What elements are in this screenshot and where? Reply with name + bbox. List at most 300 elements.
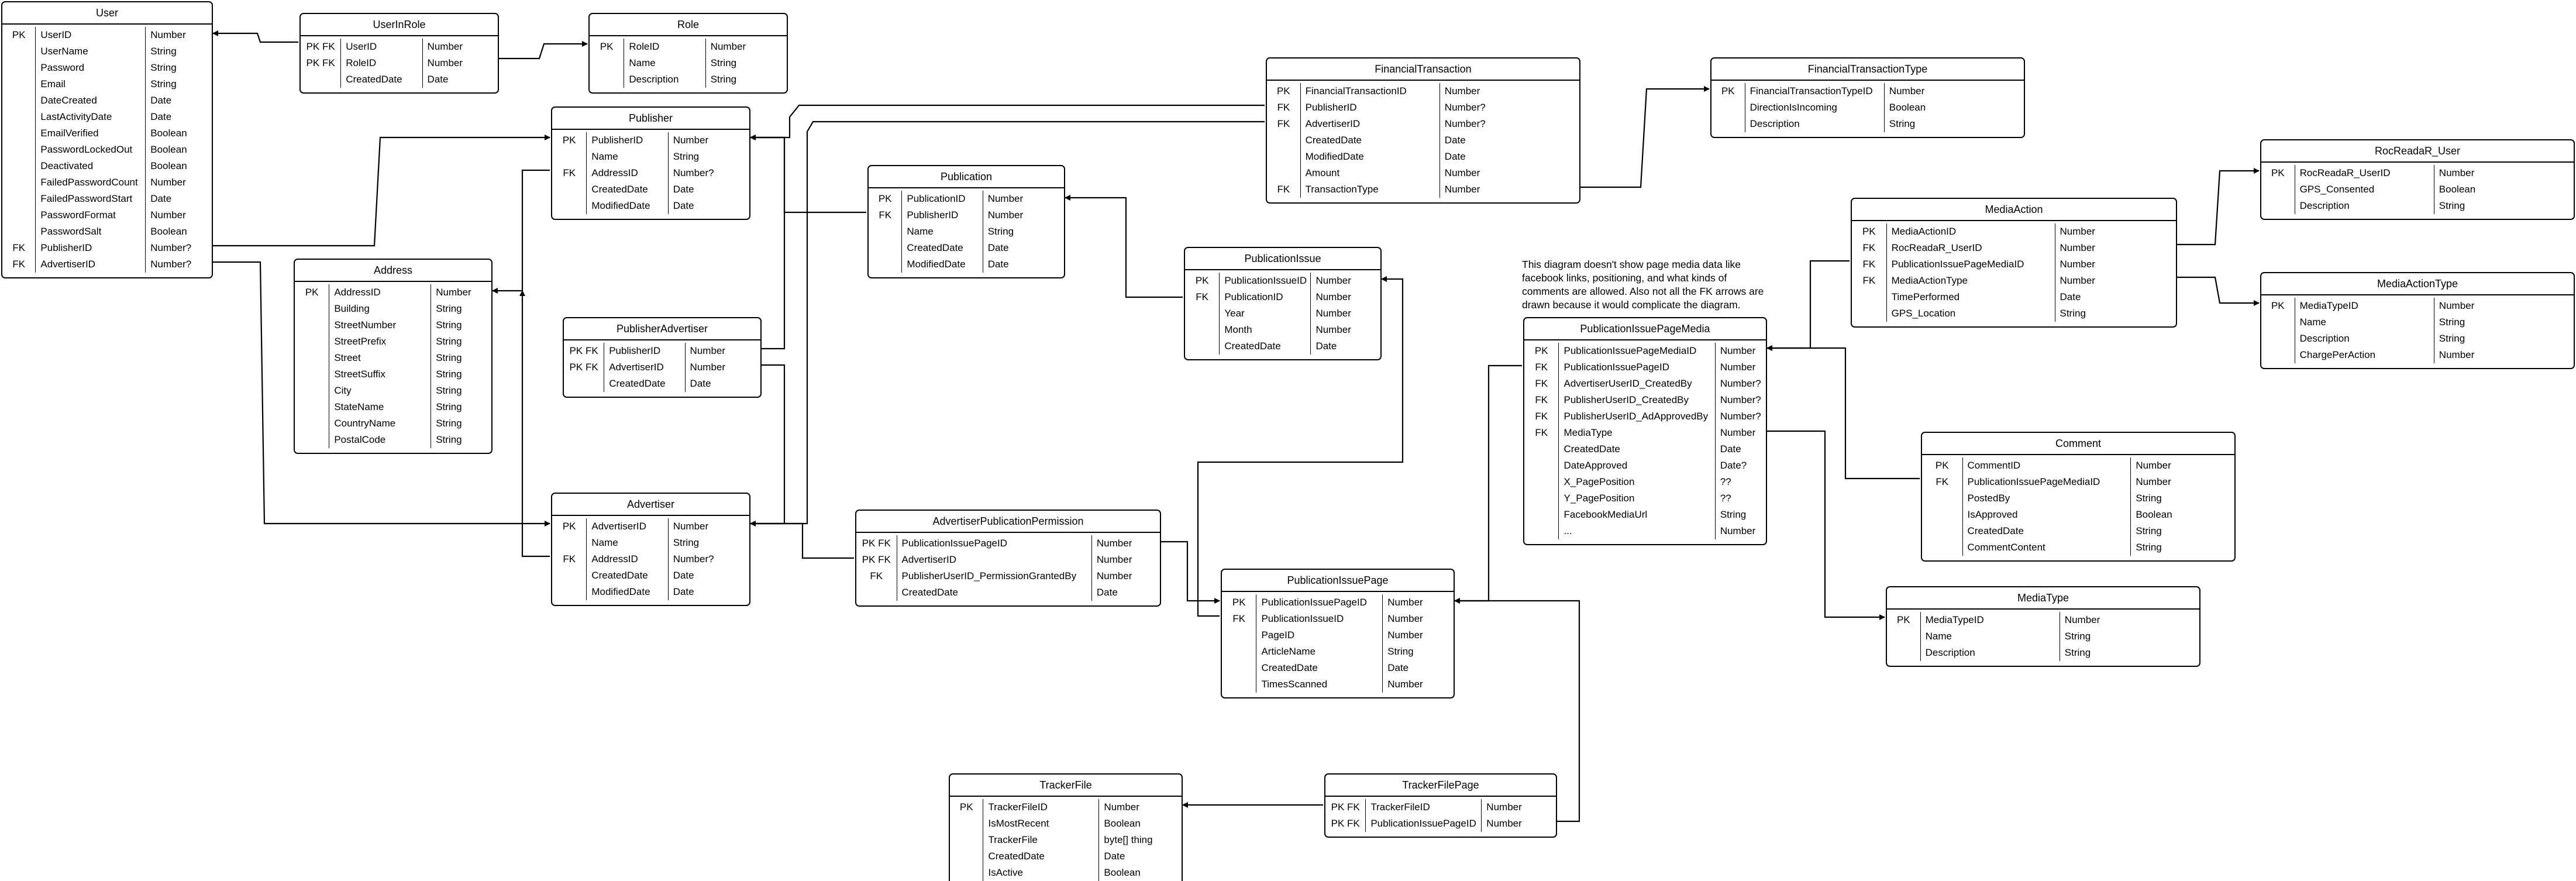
key-cell <box>2 142 36 158</box>
key-cell: FK <box>1185 289 1220 305</box>
field-type: String <box>2136 542 2162 553</box>
attribute-row <box>2 174 212 191</box>
entity-rows <box>1524 340 1766 539</box>
field-name: Name <box>902 223 983 240</box>
key-cell <box>869 256 902 273</box>
field-type: String <box>2136 525 2162 536</box>
attribute-row <box>1524 474 1766 490</box>
field-type: String <box>2439 316 2465 328</box>
attribute-row <box>301 55 498 71</box>
entity-publicationissue <box>1184 247 1382 360</box>
key-cell: FK <box>1524 359 1559 376</box>
field-type: Date <box>1720 443 1741 455</box>
attribute-row <box>552 132 749 149</box>
key-cell <box>552 567 587 584</box>
field-type: String <box>987 226 1014 237</box>
field-name: PublicationIssuePageMediaID <box>1963 474 2131 490</box>
field-type: Number <box>1444 184 1480 195</box>
field-name: PasswordFormat <box>36 207 146 223</box>
attribute-row <box>552 567 749 584</box>
field-name: ChargePerAction <box>2295 347 2434 363</box>
entity-trackerfilepage <box>1324 773 1557 838</box>
field-type: Number <box>2136 476 2171 487</box>
key-cell <box>1185 322 1220 338</box>
field-type: Number? <box>1720 411 1761 422</box>
field-name: PublicationID <box>1220 289 1311 305</box>
attribute-row <box>564 343 760 359</box>
field-type: Date <box>1104 851 1125 862</box>
attribute-row <box>2 109 212 125</box>
field-name: UserID <box>341 39 422 55</box>
attribute-row <box>2261 314 2574 331</box>
entity-rows <box>950 797 1182 881</box>
key-cell <box>590 55 624 71</box>
field-type: Date <box>987 259 1009 270</box>
field-name: StateName <box>329 399 431 415</box>
field-type: Number <box>2060 275 2095 286</box>
field-name: AdvertiserID <box>897 552 1092 568</box>
field-type: Number <box>1387 597 1423 608</box>
entity-mediatype <box>1886 586 2200 667</box>
field-type: Number <box>987 193 1024 204</box>
field-name: PostalCode <box>329 432 431 448</box>
field-name: PublisherID <box>902 207 983 223</box>
field-name: StreetNumber <box>329 317 431 333</box>
field-name: EmailVerified <box>36 125 146 142</box>
key-cell: PK <box>1922 457 1963 474</box>
attribute-row <box>295 366 491 383</box>
attribute-row <box>1852 223 2176 240</box>
key-cell: FK <box>1524 408 1559 425</box>
field-name: PublisherUserID_PermissionGrantedBy <box>897 568 1092 584</box>
field-type: String <box>673 151 700 162</box>
attribute-row <box>1922 507 2234 523</box>
attribute-row <box>1711 99 2024 116</box>
key-cell <box>552 535 587 551</box>
attribute-row <box>1185 305 1380 322</box>
key-cell: FK <box>1222 611 1256 627</box>
attribute-row <box>552 584 749 600</box>
field-type: Number <box>427 41 463 52</box>
link-userinrole-role <box>499 44 587 58</box>
key-cell: FK <box>1922 474 1963 490</box>
attribute-row <box>1524 359 1766 376</box>
entity-title: AdvertiserPublicationPermission <box>856 511 1160 533</box>
field-name: PublicationID <box>902 191 983 207</box>
key-cell: FK <box>1267 116 1301 132</box>
key-cell: PK <box>295 284 329 301</box>
key-cell <box>2 174 36 191</box>
entity-rows <box>2 25 212 273</box>
key-cell <box>295 383 329 399</box>
field-name: MediaTypeID <box>1921 612 2060 628</box>
attribute-row <box>295 284 491 301</box>
key-cell: FK <box>1852 256 1887 273</box>
key-cell <box>2261 331 2295 347</box>
key-cell <box>2 191 36 207</box>
field-type: Number? <box>1444 118 1486 129</box>
attribute-row <box>1922 457 2234 474</box>
key-cell <box>2261 198 2295 214</box>
key-cell: PK <box>1887 612 1921 628</box>
field-name: ... <box>1559 523 1715 539</box>
key-cell: FK <box>1524 425 1559 441</box>
entity-title: Advertiser <box>552 494 749 516</box>
entity-title: Comment <box>1922 433 2234 455</box>
attribute-row <box>1185 289 1380 305</box>
field-name: RoleID <box>624 39 705 55</box>
field-name: PublicationIssuePageMediaID <box>1887 256 2055 273</box>
field-type: Number <box>1096 554 1132 565</box>
key-cell <box>1524 457 1559 474</box>
key-cell: PK <box>950 799 983 815</box>
link-user-publisher <box>213 137 550 246</box>
attribute-row <box>552 198 749 214</box>
attribute-row <box>1267 181 1579 198</box>
attribute-row <box>869 207 1064 223</box>
field-name: PublisherID <box>36 240 146 256</box>
key-cell: PK <box>2261 298 2295 314</box>
entity-mediaactiontype <box>2260 272 2575 369</box>
link-permission-issuepage <box>1161 542 1220 601</box>
field-name: PublisherUserID_AdApprovedBy <box>1559 408 1715 425</box>
key-cell <box>2 125 36 142</box>
field-name: CreatedDate <box>587 181 668 198</box>
key-cell <box>950 832 983 848</box>
field-type: String <box>150 78 177 90</box>
field-type: Date <box>987 242 1009 253</box>
field-name: ModifiedDate <box>902 256 983 273</box>
field-name: AdvertiserID <box>1301 116 1440 132</box>
attribute-row <box>552 535 749 551</box>
field-name: CreatedDate <box>1220 338 1311 355</box>
key-cell: FK <box>1267 181 1301 198</box>
field-name: CreatedDate <box>897 584 1092 601</box>
attribute-row <box>1852 256 2176 273</box>
field-name: GPS_Consented <box>2295 181 2434 198</box>
field-type: Number <box>1889 85 1925 97</box>
field-type: String <box>2060 308 2086 319</box>
entity-rows <box>1852 221 2176 322</box>
attribute-row <box>856 584 1160 601</box>
key-cell: FK <box>2 240 36 256</box>
attribute-row <box>1185 322 1380 338</box>
attribute-row <box>295 317 491 333</box>
link-publicationissue-publication <box>1065 198 1183 297</box>
field-type: Date <box>673 200 694 211</box>
attribute-row <box>1922 539 2234 556</box>
entity-title: TrackerFilePage <box>1325 775 1556 797</box>
attribute-row <box>1524 392 1766 408</box>
attribute-row <box>2261 181 2574 198</box>
field-name: IsMostRecent <box>983 815 1099 832</box>
field-name: Email <box>36 76 146 92</box>
attribute-row <box>552 518 749 535</box>
key-cell <box>295 333 329 350</box>
key-cell <box>2 207 36 223</box>
field-type: String <box>710 57 737 68</box>
field-name: AdvertiserID <box>604 359 685 376</box>
field-name: TrackerFileID <box>983 799 1099 815</box>
field-type: byte[] thing <box>1104 834 1153 845</box>
key-cell: PK FK <box>856 552 897 568</box>
field-type: String <box>436 319 462 331</box>
field-type: Date <box>427 74 449 85</box>
key-cell <box>2261 314 2295 331</box>
key-cell <box>1222 643 1256 660</box>
field-type: String <box>1387 646 1414 657</box>
field-type: Number <box>1720 345 1756 356</box>
field-type: String <box>436 401 462 412</box>
field-name: DateCreated <box>36 92 146 109</box>
entity-rows <box>1222 592 1454 693</box>
key-cell <box>1267 149 1301 165</box>
entity-rows <box>1325 797 1556 832</box>
key-cell: FK <box>552 165 587 181</box>
field-name: DirectionIsIncoming <box>1745 99 1885 116</box>
key-cell <box>295 317 329 333</box>
field-type: Date <box>150 95 172 106</box>
field-type: String <box>2439 200 2465 211</box>
field-type: Number? <box>1444 102 1486 113</box>
key-cell <box>1222 676 1256 693</box>
key-cell: PK <box>552 132 587 149</box>
entity-title: Role <box>590 14 787 36</box>
attribute-row <box>2 223 212 240</box>
attribute-row <box>856 568 1160 584</box>
attribute-row <box>1185 273 1380 289</box>
field-name: Year <box>1220 305 1311 322</box>
field-name: LastActivityDate <box>36 109 146 125</box>
field-type: String <box>673 537 700 548</box>
field-name: PublicationIssuePageID <box>897 535 1092 552</box>
key-cell <box>295 350 329 366</box>
field-name: AdvertiserID <box>36 256 146 273</box>
key-cell <box>1524 523 1559 539</box>
field-name: CountryName <box>329 415 431 432</box>
field-type: String <box>2064 631 2091 642</box>
field-type: Number <box>2060 226 2095 237</box>
field-name: StreetPrefix <box>329 333 431 350</box>
field-name: Description <box>2295 198 2434 214</box>
key-cell <box>590 71 624 88</box>
key-cell <box>950 848 983 865</box>
field-name: AddressID <box>329 284 431 301</box>
attribute-row <box>950 865 1182 881</box>
field-name: PublisherID <box>587 132 668 149</box>
attribute-row <box>1922 523 2234 539</box>
link-mediaaction-pagemedia <box>1767 261 1850 348</box>
field-name: ModifiedDate <box>1301 149 1440 165</box>
field-type: Boolean <box>1104 818 1141 829</box>
field-name: TransactionType <box>1301 181 1440 198</box>
attribute-row <box>1222 594 1454 611</box>
field-name: RocReadaR_UserID <box>2295 165 2434 181</box>
link-publication-publisher <box>750 137 866 212</box>
field-type: Number <box>1315 275 1351 286</box>
entity-publication <box>867 165 1065 278</box>
entity-title: PublicationIssue <box>1185 248 1380 270</box>
entity-financialtransaction <box>1266 57 1580 204</box>
attribute-row <box>856 535 1160 552</box>
attribute-row <box>2 60 212 76</box>
field-type: Number <box>2439 167 2475 178</box>
attribute-row <box>1222 660 1454 676</box>
attribute-row <box>2261 298 2574 314</box>
field-type: String <box>436 385 462 396</box>
field-type: String <box>2064 647 2091 658</box>
key-cell: PK <box>1524 343 1559 359</box>
attribute-row <box>1524 425 1766 441</box>
attribute-row <box>295 432 491 448</box>
field-name: RoleID <box>341 55 422 71</box>
key-cell: FK <box>1524 376 1559 392</box>
attribute-row <box>564 376 760 392</box>
field-type: String <box>436 434 462 445</box>
field-type: Number <box>987 209 1024 221</box>
entity-publisher <box>551 106 750 220</box>
key-cell <box>1185 305 1220 322</box>
field-type: Boolean <box>150 144 187 155</box>
attribute-row <box>2 240 212 256</box>
field-type: Number <box>2060 259 2095 270</box>
entity-rows <box>552 130 749 214</box>
key-cell <box>564 376 604 392</box>
field-name: RocReadaR_UserID <box>1887 240 2055 256</box>
key-cell <box>1922 523 1963 539</box>
attribute-row <box>295 301 491 317</box>
field-type: Number <box>2064 614 2100 625</box>
attribute-row <box>295 350 491 366</box>
key-cell: FK <box>869 207 902 223</box>
key-cell <box>295 415 329 432</box>
key-cell: FK <box>1852 273 1887 289</box>
attribute-row <box>1185 338 1380 355</box>
field-name: PasswordSalt <box>36 223 146 240</box>
attribute-row <box>1267 165 1579 181</box>
attribute-row <box>1267 99 1579 116</box>
attribute-row <box>1922 490 2234 507</box>
key-cell <box>1922 490 1963 507</box>
attribute-row <box>295 383 491 399</box>
attribute-row <box>1852 289 2176 305</box>
entity-mediaaction <box>1851 198 2177 328</box>
field-type: Number <box>150 209 186 221</box>
attribute-row <box>1524 376 1766 392</box>
entity-address <box>294 259 493 454</box>
entity-rows <box>869 188 1064 273</box>
entity-title: TrackerFile <box>950 775 1182 797</box>
key-cell <box>295 432 329 448</box>
key-cell: PK <box>590 39 624 55</box>
entity-rows <box>2261 295 2574 363</box>
entity-rows <box>590 36 787 88</box>
entity-rows <box>1922 455 2234 556</box>
field-name: CommentContent <box>1963 539 2131 556</box>
link-permission-advertiser <box>750 524 854 558</box>
key-cell <box>950 815 983 832</box>
entity-advertiserpublicationpermission <box>855 510 1161 607</box>
attribute-row <box>869 240 1064 256</box>
attribute-row <box>869 223 1064 240</box>
key-cell <box>869 223 902 240</box>
entity-title: Publisher <box>552 108 749 130</box>
field-name: FailedPasswordCount <box>36 174 146 191</box>
attribute-row <box>1524 457 1766 474</box>
key-cell: PK FK <box>301 55 341 71</box>
key-cell: PK <box>552 518 587 535</box>
link-publisher-address <box>493 170 550 291</box>
field-name: CreatedDate <box>902 240 983 256</box>
entity-publisheradvertiser <box>563 317 762 398</box>
attribute-row <box>2 43 212 60</box>
field-type: Number <box>710 41 746 52</box>
key-cell <box>1524 474 1559 490</box>
field-name: FinancialTransactionTypeID <box>1745 83 1885 99</box>
entity-title: Publication <box>869 166 1064 188</box>
field-name: CreatedDate <box>604 376 685 392</box>
field-name: MediaActionType <box>1887 273 2055 289</box>
key-cell <box>1524 490 1559 507</box>
key-cell: FK <box>1267 99 1301 116</box>
field-name: PublicationIssueID <box>1256 611 1383 627</box>
key-cell <box>295 301 329 317</box>
field-name: AddressID <box>587 165 668 181</box>
field-type: Number <box>436 287 471 298</box>
field-name: Description <box>2295 331 2434 347</box>
entity-title: PublicationIssuePageMedia <box>1524 318 1766 340</box>
attribute-row <box>1267 116 1579 132</box>
entity-title: MediaActionType <box>2261 273 2574 295</box>
attribute-row <box>2 142 212 158</box>
field-name: FinancialTransactionID <box>1301 83 1440 99</box>
entity-userinrole <box>299 13 499 94</box>
field-name: AdvertiserUserID_CreatedBy <box>1559 376 1715 392</box>
field-type: Date? <box>1720 460 1747 471</box>
key-cell <box>1524 507 1559 523</box>
link-pagemedia-mediatype <box>1767 431 1885 617</box>
field-type: Number <box>1720 525 1756 536</box>
field-name: Description <box>624 71 705 88</box>
entity-comment <box>1921 432 2236 562</box>
field-type: Number <box>2136 460 2171 471</box>
field-name: CreatedDate <box>587 567 668 584</box>
field-name: Deactivated <box>36 158 146 174</box>
key-cell: PK FK <box>1325 815 1366 832</box>
field-name: Street <box>329 350 431 366</box>
field-type: String <box>436 303 462 314</box>
key-cell: FK <box>552 551 587 567</box>
attribute-row <box>1887 628 2199 645</box>
entity-rows <box>1267 81 1579 198</box>
field-name: IsApproved <box>1963 507 2131 523</box>
key-cell: FK <box>1524 392 1559 408</box>
attribute-row <box>2 76 212 92</box>
field-type: Date <box>673 586 694 597</box>
link-comment-pagemedia <box>1767 348 1920 479</box>
key-cell: PK <box>2261 165 2295 181</box>
field-type: Boolean <box>1889 102 1926 113</box>
attribute-row <box>1887 645 2199 661</box>
key-cell <box>2 109 36 125</box>
field-type: Number <box>1486 818 1522 829</box>
field-name: MediaTypeID <box>2295 298 2434 314</box>
field-name: GPS_Location <box>1887 305 2055 322</box>
field-name: ModifiedDate <box>587 198 668 214</box>
entity-rows <box>2261 163 2574 214</box>
field-type: Number <box>1387 613 1423 624</box>
attribute-row <box>2261 165 2574 181</box>
